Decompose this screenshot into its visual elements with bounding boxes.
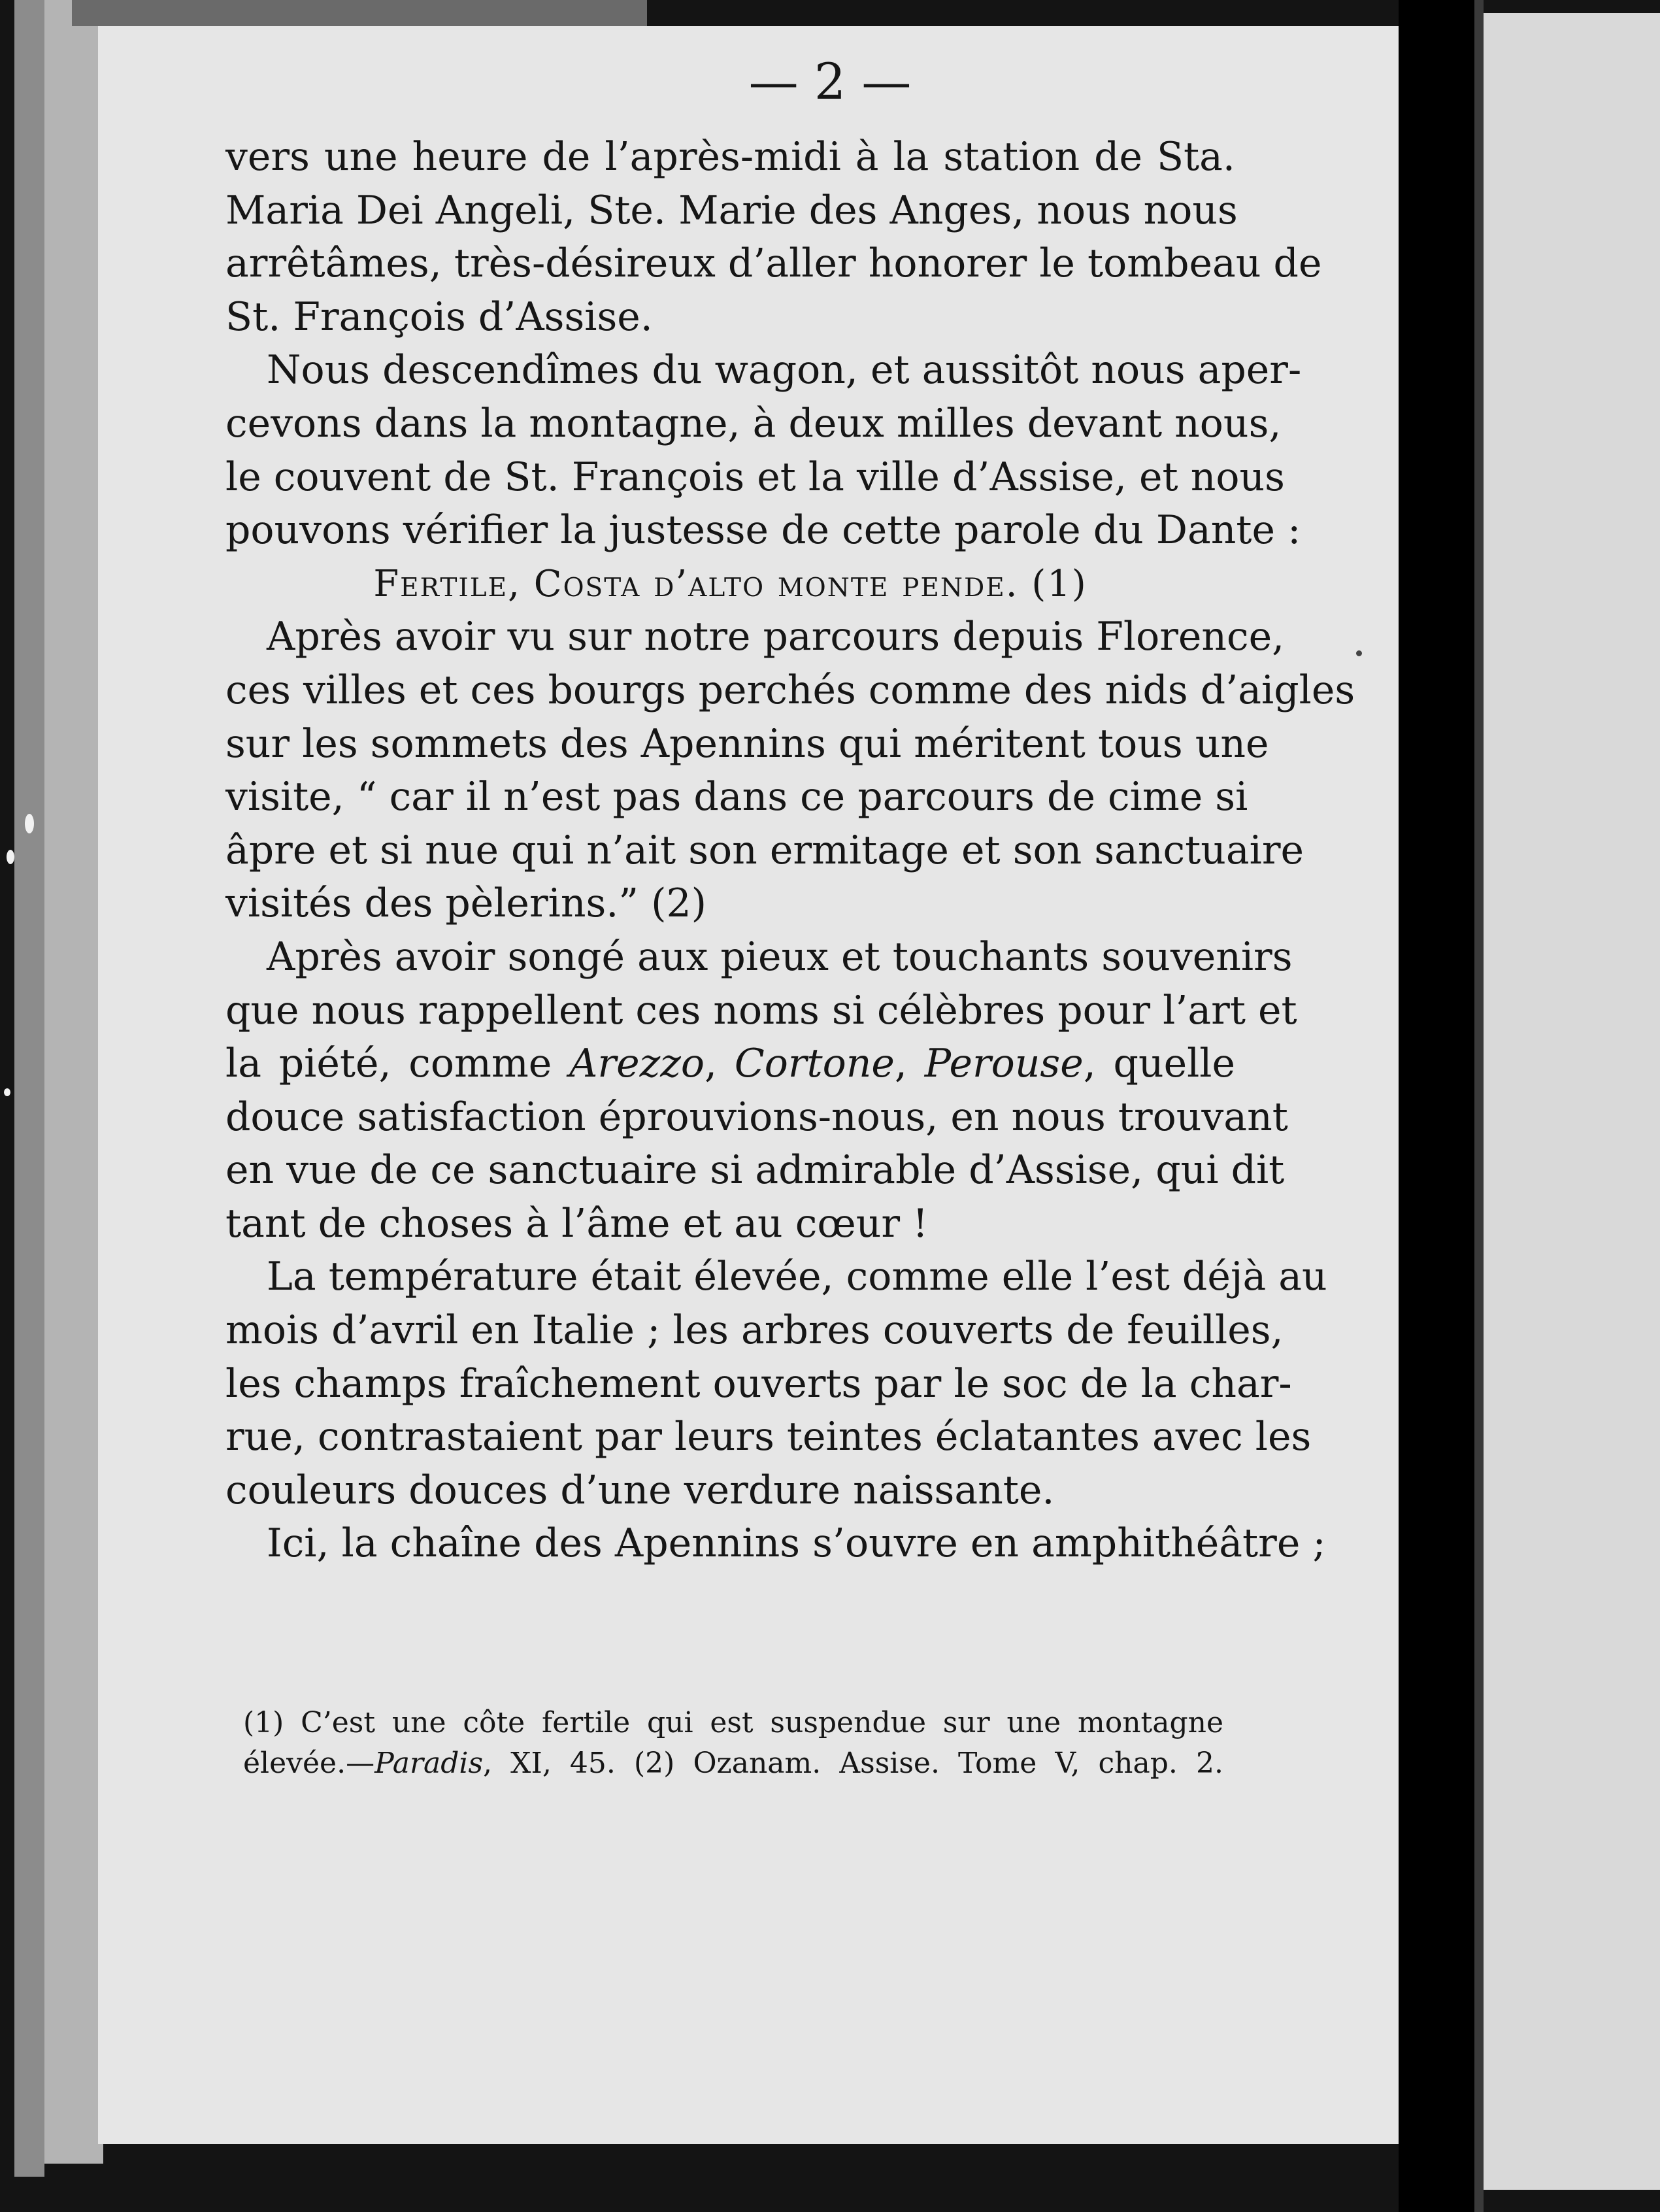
text-line: le couvent de St. François et la ville d’Assise, et nous xyxy=(225,454,1285,500)
paragraph-block-1 xyxy=(225,131,1322,558)
text-line: que nous rappellent ces noms si célèbres pour l’art et xyxy=(225,987,1297,1033)
dante-quote xyxy=(225,558,1235,611)
text-line: couleurs douces d’une verdure naissante. xyxy=(225,1467,1055,1513)
film-speck xyxy=(7,850,14,864)
quote-text: Fertile, Costa d’alto monte pende. xyxy=(373,562,1019,605)
place-perouse: Perouse xyxy=(924,1041,1084,1087)
right-sheet-shadow xyxy=(1474,0,1484,2212)
text-line: La température était élevée, comme elle l’est déjà au xyxy=(267,1254,1327,1300)
text-line: arrêtâmes, très-désireux d’aller honorer le tombeau de xyxy=(225,241,1322,287)
paragraph-block-3 xyxy=(225,1091,1327,1571)
body-text xyxy=(225,131,1355,1571)
next-page-edge xyxy=(1484,13,1660,2190)
text-line: mois d’avril en Italie ; les arbres couverts de feuilles, xyxy=(225,1307,1284,1354)
paragraph-block-2 xyxy=(225,611,1355,1037)
right-dark-gap xyxy=(1399,0,1484,2212)
place-cortone: Cortone xyxy=(734,1041,895,1087)
text-line: les champs fraîchement ouverts par le soc de la char- xyxy=(225,1360,1292,1407)
text-line: Nous descendîmes du wagon, et aussitôt nous aper- xyxy=(267,347,1302,394)
ink-dot xyxy=(1356,650,1362,656)
text-line: visite, “ car il n’est pas dans ce parcours de cime si xyxy=(225,774,1248,820)
text-line: âpre et si nue qui n’ait son ermitage et son sanctuaire xyxy=(225,827,1304,873)
text-line: ces villes et ces bourgs perchés comme des nids d’aigles xyxy=(225,667,1355,713)
text-line: Après avoir vu sur notre parcours depuis Florence, xyxy=(267,614,1285,660)
text-line: pouvons vérifier la justesse de cette parole du Dante : xyxy=(225,507,1301,554)
text-line-italic-places: la piété, comme Arezzo, Cortone, Perouse, quelle xyxy=(225,1041,1235,1087)
page-number: — 2 — xyxy=(748,52,912,110)
left-binding-edge xyxy=(14,0,44,2177)
text-line: rue, contrastaient par leurs teintes éclatantes avec les xyxy=(225,1414,1312,1460)
text-line: tant de choses à l’âme et au cœur ! xyxy=(225,1200,929,1247)
text-line: douce satisfaction éprouvions-nous, en nous trouvant xyxy=(225,1094,1288,1140)
film-speck xyxy=(25,814,34,833)
text-line: St. François d’Assise. xyxy=(225,293,653,340)
left-page-margin xyxy=(44,0,103,2164)
text-line: sur les sommets des Apennins qui méritent tous une xyxy=(225,720,1269,767)
text-line: vers une heure de l’après-midi à la station de Sta. xyxy=(225,134,1235,180)
place-arezzo: Arezzo xyxy=(569,1041,705,1087)
top-shadow-edge xyxy=(72,0,647,26)
footnote-1: (1) C’est une côte fertile qui est suspendue sur une montagne xyxy=(243,1706,1223,1739)
text-line: Après avoir songé aux pieux et touchants souvenirs xyxy=(267,933,1293,980)
film-speck xyxy=(4,1088,10,1096)
footnotes xyxy=(243,1703,1223,1784)
text-line: visités des pèlerins.” (2) xyxy=(225,880,707,927)
text-line: en vue de ce sanctuaire si admirable d’Assise, qui dit xyxy=(225,1147,1285,1194)
footnote-2: élevée.—Paradis, XI, 45. (2) Ozanam. Assise. Tome V, chap. 2. xyxy=(243,1747,1223,1780)
text-line: Ici, la chaîne des Apennins s’ouvre en amphithéâtre ; xyxy=(267,1520,1326,1567)
text-line: cevons dans la montagne, à deux milles devant nous, xyxy=(225,400,1282,446)
text-line: Maria Dei Angeli, Ste. Marie des Anges, nous nous xyxy=(225,187,1238,233)
quote-note: (1) xyxy=(1031,562,1087,605)
